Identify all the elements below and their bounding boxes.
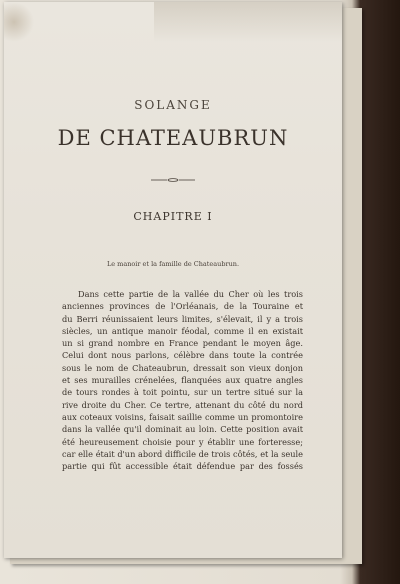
body-line: siècles, un antique manoir féodal, comme il en existait bbox=[62, 325, 303, 336]
body-line: car elle était d'un abord difficile de trois côtés, et la seule bbox=[62, 448, 303, 459]
chapter-heading: CHAPITRE I bbox=[133, 210, 213, 223]
top-fold-shadow bbox=[154, 2, 342, 42]
title-small: SOLANGE bbox=[134, 98, 212, 112]
body-line: partie qui fût accessible était défendue par des fossés bbox=[62, 461, 303, 472]
ornament-divider-icon bbox=[151, 178, 195, 182]
body-line: et ses murailles crénelées, flanquées aux quatre angles bbox=[62, 375, 303, 386]
document-page bbox=[4, 2, 342, 558]
body-line: anciennes provinces de l'Orléanais, de la Touraine et bbox=[62, 301, 303, 312]
body-line: de tours rondes à toit pointu, sur un tertre situé sur la bbox=[62, 387, 303, 398]
body-line: rive droite du Cher. Ce tertre, attenant du côté du nord bbox=[62, 399, 303, 410]
body-line: un si grand nombre en France pendant le moyen âge. bbox=[62, 338, 303, 349]
body-line: aux coteaux voisins, faisait saillie comme un promontoire bbox=[62, 411, 303, 422]
body-line: sous le nom de Chateaubrun, dressait son vieux donjon bbox=[62, 362, 303, 373]
body-line: Celui dont nous parlons, célèbre dans toute la contrée bbox=[62, 350, 303, 361]
title-large: DE CHATEAUBRUN bbox=[57, 126, 289, 150]
body-line: été heureusement choisie pour y établir une forteresse; bbox=[62, 436, 303, 447]
body-line: Dans cette partie de la vallée du Cher où les trois bbox=[78, 289, 303, 299]
corner-stain bbox=[4, 2, 34, 42]
body-line: dans la vallée qu'il dominait au loin. Cette position avait bbox=[62, 424, 303, 435]
body-paragraph bbox=[62, 288, 303, 472]
body-line: du Berri réunissaient leurs limites, s'élevait, il y a trois bbox=[62, 313, 303, 324]
chapter-summary: Le manoir et la famille de Chateaubrun. bbox=[106, 260, 240, 268]
